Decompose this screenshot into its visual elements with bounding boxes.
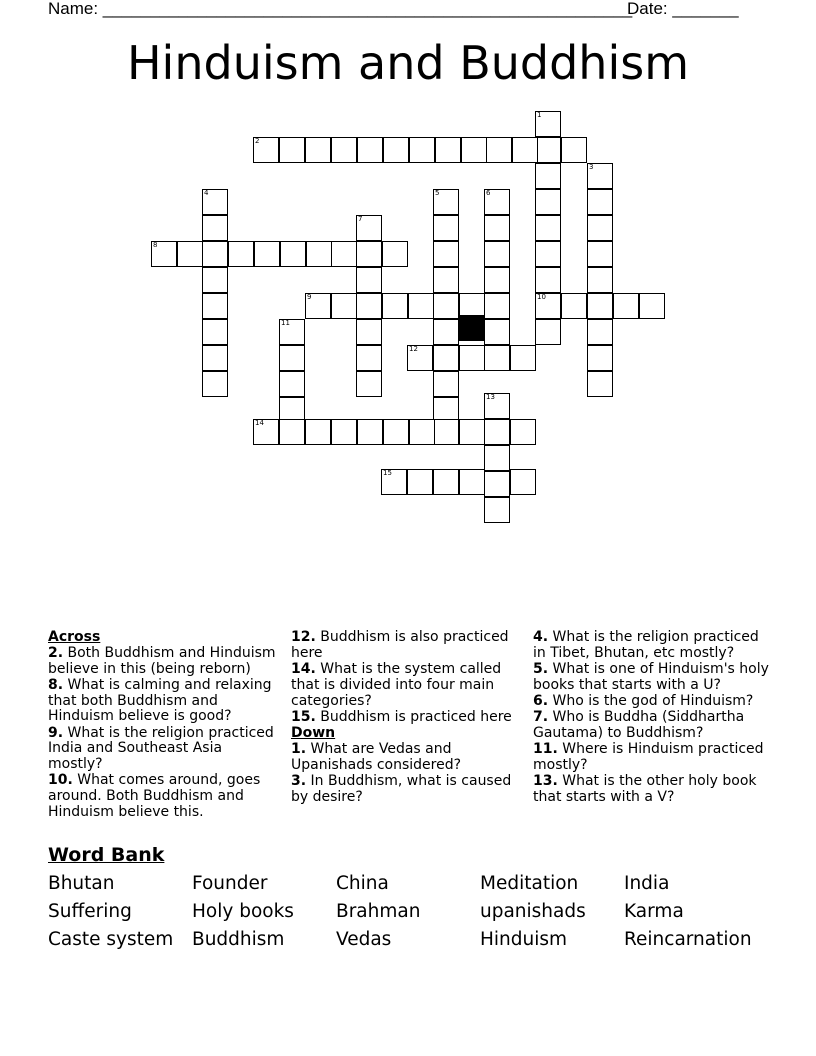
clue-item-number: 10.: [48, 772, 73, 789]
clue-number: 10: [537, 293, 546, 301]
clue-item-number: 4.: [533, 629, 549, 645]
word-bank-item: China: [336, 873, 389, 894]
crossword-cell[interactable]: [306, 241, 332, 267]
crossword-cell[interactable]: [587, 319, 613, 345]
clue-item-number: 5.: [533, 660, 549, 677]
clue-item: [533, 742, 773, 774]
crossword-cell[interactable]: [484, 293, 510, 319]
crossword-cell[interactable]: [433, 241, 459, 267]
clues-column-3: [533, 630, 773, 806]
clue-number: 8: [153, 241, 158, 249]
crossword-cell[interactable]: [331, 419, 357, 445]
crossword-cell[interactable]: [535, 163, 561, 189]
crossword-cell[interactable]: [587, 215, 613, 241]
clue-item-text: Who is Buddha (Siddhartha Gautama) to Buddhism?: [533, 709, 745, 741]
clue-item-number: 11.: [533, 741, 558, 758]
clue-number: 4: [204, 189, 209, 197]
clue-item: [48, 678, 280, 725]
word-bank: [48, 873, 768, 957]
word-bank-item: Reincarnation: [624, 929, 752, 950]
page-title: Hinduism and Buddhism: [126, 36, 690, 90]
word-bank-item: Suffering: [48, 901, 132, 922]
crossword-cell[interactable]: [587, 189, 613, 215]
clue-number: 15: [383, 469, 392, 477]
crossword-cell[interactable]: [484, 345, 510, 371]
crossword-cell[interactable]: [535, 215, 561, 241]
word-bank-item: Brahman: [336, 901, 421, 922]
crossword-cell[interactable]: [202, 345, 228, 371]
crossword-cell[interactable]: [356, 241, 382, 267]
clue-number: 3: [589, 163, 594, 171]
crossword-cell[interactable]: [535, 241, 561, 267]
crossword-cell[interactable]: [433, 267, 459, 293]
crossword-cell[interactable]: [484, 267, 510, 293]
clue-item-text: What is one of Hinduism's holy books that starts with a U?: [533, 660, 769, 693]
crossword-cell[interactable]: [357, 419, 383, 445]
down-clues-list: [291, 742, 523, 806]
crossword-cell[interactable]: [356, 267, 382, 293]
clues-column-2: [291, 630, 523, 806]
crossword-cell[interactable]: [639, 293, 665, 319]
crossword-cell[interactable]: [383, 137, 409, 163]
word-bank-item: Hinduism: [480, 929, 568, 950]
crossword-cell[interactable]: [535, 137, 561, 163]
crossword-cell[interactable]: [331, 293, 357, 319]
crossword-cell[interactable]: [459, 345, 485, 371]
clue-item-number: 13.: [533, 773, 558, 790]
crossword-cell[interactable]: [587, 267, 613, 293]
clue-item-text: What is the other holy book that starts with a V?: [533, 773, 757, 805]
clue-number: 7: [358, 215, 363, 223]
crossword-cell[interactable]: [279, 137, 305, 163]
crossword-cell[interactable]: [202, 293, 228, 319]
clue-item-text: What is the religion practiced in Tibet, Bhutan, etc mostly?: [533, 629, 759, 661]
crossword-cell[interactable]: [279, 419, 305, 445]
crossword-cell[interactable]: [433, 293, 459, 319]
clues-column-1: [48, 630, 280, 821]
word-bank-item: Founder: [192, 873, 268, 894]
crossword-cell[interactable]: [409, 137, 435, 163]
crossword-cell[interactable]: [484, 471, 510, 497]
clue-item: [291, 774, 523, 806]
clue-number: 1: [537, 111, 542, 119]
word-bank-title: Word Bank: [48, 844, 165, 866]
clue-item: [48, 726, 280, 773]
crossword-cell[interactable]: [383, 419, 409, 445]
clue-item: [291, 662, 523, 709]
clue-item: [533, 710, 773, 742]
crossword-cell[interactable]: [587, 371, 613, 397]
crossword-cell[interactable]: [459, 419, 485, 445]
word-bank-item: India: [624, 873, 670, 894]
clue-item-text: What is the religion practiced India and Southeast Asia mostly?: [48, 724, 274, 773]
crossword-cell[interactable]: [433, 469, 459, 495]
down-clues-list-cont: [533, 630, 773, 806]
crossword-cell[interactable]: [202, 371, 228, 397]
clue-item-text: Where is Hinduism practiced mostly?: [533, 741, 764, 773]
clue-item-text: Buddhism is also practiced here: [291, 629, 509, 661]
clue-item-text: What is calming and relaxing that both Buddhism and Hinduism believe is good?: [48, 676, 272, 725]
crossword-cell[interactable]: [433, 371, 459, 397]
clue-number: 14: [255, 419, 264, 427]
clue-item: [533, 662, 773, 694]
clue-item-number: 8.: [48, 676, 64, 693]
crossword-cell[interactable]: [382, 241, 408, 267]
crossword-cell[interactable]: [305, 137, 331, 163]
word-bank-item: Karma: [624, 901, 684, 922]
word-bank-item: Caste system: [48, 929, 174, 950]
crossword-cell[interactable]: [535, 319, 561, 345]
clue-item-number: 6.: [533, 692, 549, 709]
clue-item-text: Who is the god of Hinduism?: [548, 692, 754, 709]
crossword-cell[interactable]: [510, 419, 536, 445]
crossword-cell[interactable]: [484, 497, 510, 523]
crossword-cell[interactable]: [177, 241, 203, 267]
crossword-cell[interactable]: [408, 293, 434, 319]
word-bank-item: Buddhism: [192, 929, 285, 950]
word-bank-item: Holy books: [192, 901, 294, 922]
crossword-cell[interactable]: [484, 419, 510, 445]
crossword-cell[interactable]: [356, 345, 382, 371]
clue-number: 12: [409, 345, 418, 353]
crossword-cell[interactable]: [331, 137, 357, 163]
crossword-cell[interactable]: [202, 215, 228, 241]
crossword-cell[interactable]: [279, 345, 305, 371]
crossword-cell[interactable]: [202, 241, 228, 267]
crossword-black-cell: [459, 315, 485, 341]
clue-item: [48, 646, 280, 678]
crossword-cell[interactable]: [331, 241, 357, 267]
crossword-cell[interactable]: [561, 137, 587, 163]
crossword-cell[interactable]: [587, 293, 613, 319]
clue-item-text: What are Vedas and Upanishads considered?: [291, 740, 462, 773]
crossword-cell[interactable]: [486, 137, 512, 163]
crossword-cell[interactable]: [459, 469, 485, 495]
clue-item: [533, 774, 773, 806]
clue-item-number: 14.: [291, 660, 316, 677]
crossword-cell[interactable]: [484, 445, 510, 471]
crossword-cell[interactable]: [433, 319, 459, 345]
clue-item: [533, 694, 773, 710]
clue-item-text: What comes around, goes around. Both Buddhism and Hinduism believe this.: [48, 772, 261, 820]
clue-number: 5: [435, 189, 440, 197]
down-heading: Down: [291, 724, 336, 741]
clue-item: [533, 630, 773, 662]
clue-item: [291, 710, 523, 726]
crossword-cell[interactable]: [535, 189, 561, 215]
clue-item-number: 12.: [291, 629, 316, 645]
clue-number: 6: [486, 189, 491, 197]
crossword-cell[interactable]: [407, 469, 433, 495]
crossword-cell[interactable]: [433, 215, 459, 241]
word-bank-item: Bhutan: [48, 873, 115, 894]
crossword-cell[interactable]: [356, 371, 382, 397]
word-bank-item: Vedas: [336, 929, 392, 950]
clue-item-number: 7.: [533, 709, 549, 726]
crossword-cell[interactable]: [433, 419, 459, 445]
date-field-label[interactable]: Date: _______: [627, 0, 739, 18]
word-bank-item: upanishads: [480, 901, 586, 922]
crossword-cell[interactable]: [228, 241, 254, 267]
clue-item-text: What is the system called that is divided into four main categories?: [291, 660, 502, 709]
clue-item-number: 15.: [291, 708, 316, 725]
crossword-cell[interactable]: [382, 293, 408, 319]
crossword-cell[interactable]: [279, 371, 305, 397]
across-clues-list-cont: [291, 630, 523, 726]
across-heading: Across: [48, 629, 101, 645]
clue-number: 11: [281, 319, 290, 327]
crossword-cell[interactable]: [433, 345, 459, 371]
crossword-cell[interactable]: [254, 241, 280, 267]
clue-item: [291, 630, 523, 662]
crossword-cell[interactable]: [409, 419, 435, 445]
clue-item-number: 9.: [48, 724, 64, 741]
crossword-cell[interactable]: [356, 293, 382, 319]
crossword-cell[interactable]: [512, 137, 538, 163]
clue-item-number: 2.: [48, 644, 64, 661]
crossword-cell[interactable]: [587, 345, 613, 371]
clue-item: [48, 773, 280, 820]
crossword-cell[interactable]: [357, 137, 383, 163]
clue-item-text: Buddhism is practiced here: [315, 708, 512, 725]
crossword-cell[interactable]: [356, 319, 382, 345]
crossword-cell[interactable]: [510, 345, 536, 371]
clue-item-text: Both Buddhism and Hinduism believe in this (being reborn): [48, 644, 276, 677]
clue-number: 9: [307, 293, 312, 301]
crossword-cell[interactable]: [280, 241, 306, 267]
crossword-cell[interactable]: [305, 419, 331, 445]
crossword-cell[interactable]: [202, 319, 228, 345]
clue-item-text: In Buddhism, what is caused by desire?: [291, 772, 512, 805]
crossword-cell[interactable]: [202, 267, 228, 293]
crossword-cell[interactable]: [461, 137, 487, 163]
clue-number: 2: [255, 137, 260, 145]
clue-item: [291, 742, 523, 774]
name-field-label[interactable]: Name: ________________________________________________________: [48, 0, 633, 18]
across-clues-list: [48, 646, 280, 821]
crossword-cell[interactable]: [484, 319, 510, 345]
clue-number: 13: [486, 393, 495, 401]
crossword-cell[interactable]: [561, 293, 587, 319]
crossword-cell[interactable]: [435, 137, 461, 163]
crossword-cell[interactable]: [484, 215, 510, 241]
word-bank-item: Meditation: [480, 873, 579, 894]
crossword-cell[interactable]: [535, 267, 561, 293]
crossword-cell[interactable]: [613, 293, 639, 319]
clue-item-number: 1.: [291, 740, 307, 757]
crossword-cell[interactable]: [484, 241, 510, 267]
clue-item-number: 3.: [291, 772, 307, 789]
crossword-cell[interactable]: [510, 469, 536, 495]
crossword-cell[interactable]: [587, 241, 613, 267]
